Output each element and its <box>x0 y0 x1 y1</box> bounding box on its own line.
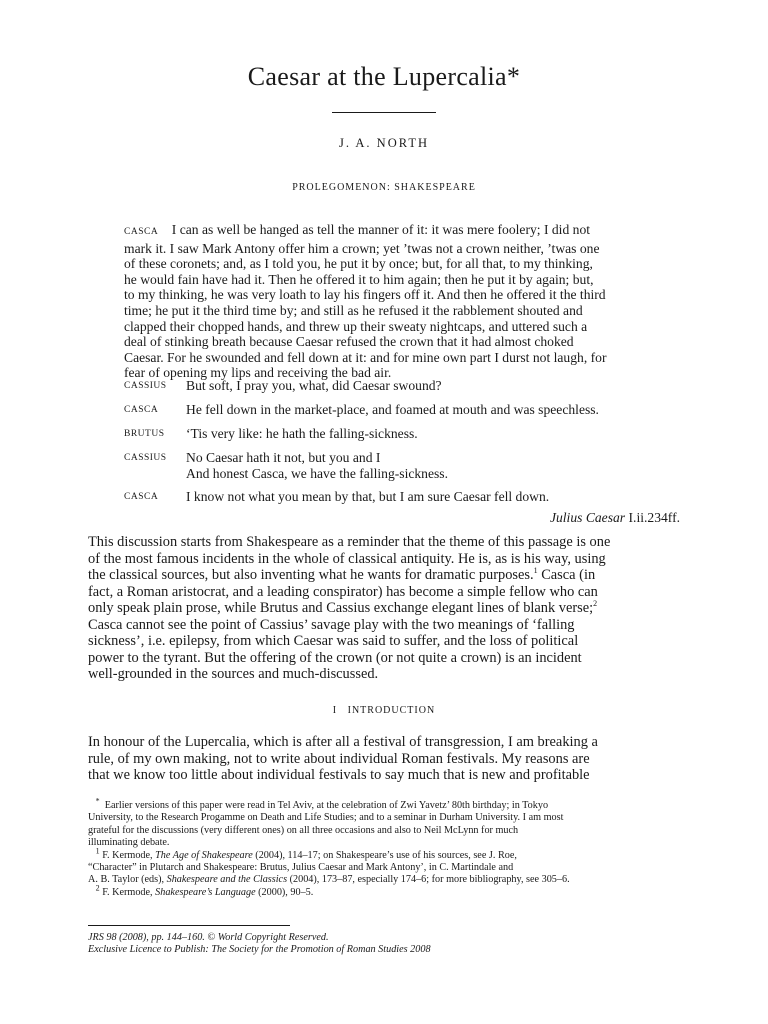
speech-text: I can as well be hanged as tell the manner of it: it was mere foolery; I did not <box>171 222 591 237</box>
speech-text: I know not what you mean by that, but I am sure Caesar fell down. <box>186 489 550 504</box>
paragraph-line: In honour of the Lupercalia, which is after all a festival of transgression, I am breaking a <box>88 734 598 750</box>
paragraph-line: of the most famous incidents in the whole of classical antiquity. He is, as is his way, using <box>88 550 606 567</box>
paragraph-line: sickness’, i.e. epilepsy, from which Caesar was said to suffer, and the loss of political <box>88 633 579 649</box>
footnote-marker: 1 <box>95 846 100 856</box>
speaker-label: CASCA <box>124 227 159 237</box>
speech-line: time; he put it the third time by; and still as he refused it the rabblement shouted and <box>124 302 583 318</box>
footnote-text: (2000), 90–5. <box>255 886 314 898</box>
speech-text: ‘Tis very like: he hath the falling-sickness. <box>186 426 418 441</box>
publisher-licence: Exclusive Licence to Publish: The Society for the Promotion of Roman Studies 2008 <box>88 944 431 956</box>
speech-text: He fell down in the market-place, and foamed at mouth and was speechless. <box>186 402 599 417</box>
footnote-ref[interactable]: 1 <box>533 566 538 576</box>
speech-first-line <box>124 222 680 241</box>
footnote-line <box>88 846 682 862</box>
journal-citation: JRS 98 (2008), pp. 144–160. © World Copyright Reserved. <box>88 932 329 943</box>
footnote-text: Earlier versions of this paper were read in Tel Aviv, at the celebration of Zwi Yavetz’ 80th birthday; in Tokyo <box>104 800 549 811</box>
speaker-label: CASSIUS <box>124 453 167 463</box>
article-title: Caesar at the Lupercalia* <box>247 62 521 91</box>
footnote-text: A. B. Taylor (eds), <box>88 874 167 886</box>
paragraph-line: Casca cannot see the point of Cassius’ savage play with the two meanings of ‘falling <box>88 616 575 633</box>
speech-line: to my thinking, he was very loath to lay his fingers off it. And then he offered it the third <box>124 287 606 303</box>
speech-text: But soft, I pray you, what, did Caesar swound? <box>186 378 442 393</box>
paragraph-line <box>88 600 682 617</box>
paragraph-line: fact, a Roman aristocrat, and a leading conspirator) has become a simple fellow who can <box>88 583 598 600</box>
footnote-marker: 2 <box>95 883 100 893</box>
footnote-line: University, to the Research Progamme on Death and Life Studies; and to a seminar in Durham University. I am most <box>88 812 564 824</box>
speech-line: deal of stinking breath because Caesar refused the crown that it had almost choked <box>124 334 574 350</box>
speech-line: he would fain have had it. Then he offered it to him again; then he put it by again; but, <box>124 271 594 287</box>
play-citation <box>550 510 680 526</box>
paragraph-line: well-grounded in the sources and much-discussed. <box>88 666 379 682</box>
citation-ref: I.ii.234ff. <box>628 510 680 525</box>
author-name: J. A. NORTH <box>338 136 429 150</box>
section-heading: I INTRODUCTION <box>332 705 436 716</box>
citation-work: Julius Caesar <box>549 510 626 525</box>
cited-title: Shakespeare and the Classics <box>166 874 288 886</box>
paragraph-line: that we know too little about individual festivals to say much that is new and profitable <box>88 767 590 783</box>
footnote-text: F. Kermode, <box>102 849 156 861</box>
speech-line: mark it. I saw Mark Antony offer him a crown; yet ’twas not a crown neither, ’twas one <box>124 240 600 256</box>
journal-info <box>88 932 431 957</box>
footnote-line: grateful for the discussions (very different ones) on all three occasions and also to Neil McLynn for much <box>88 824 519 836</box>
speech-line: fear of opening my lips and receiving the bad air. <box>124 365 392 381</box>
footnote-line <box>88 874 682 886</box>
footer-divider <box>88 925 290 926</box>
speech-text: No Caesar hath it not, but you and I <box>186 450 381 465</box>
introduction-paragraph <box>88 734 682 784</box>
speaker-label: BRUTUS <box>124 429 165 439</box>
footnote-text: F. Kermode, <box>102 886 156 898</box>
cited-title: Shakespeare’s Language <box>155 886 256 898</box>
paragraph-line <box>88 567 682 584</box>
footnote-line <box>88 796 682 812</box>
footnotes <box>88 796 682 899</box>
speech-line: Caesar. For he swounded and fell down at it: and for mine own part I durst not laugh, for <box>124 349 607 365</box>
footnote-text: (2004), 114–17; on Shakespeare’s use of his sources, see J. Roe, <box>252 849 517 861</box>
paragraph-line: power to the tyrant. But the offering of the crown (or not quite a crown) is an incident <box>88 649 582 666</box>
speech-line: clapped their chopped hands, and threw up their sweaty nightcaps, and uttered such a <box>124 318 588 334</box>
speaker-label: CASCA <box>124 492 159 502</box>
footnote-marker: * <box>95 796 100 806</box>
discussion-paragraph <box>88 534 682 683</box>
title-divider <box>332 112 436 113</box>
footnote-line: “Character” in Plutarch and Shakespeare: Brutus, Julius Caesar and Mark Antony’, in C. Martindale and <box>88 862 514 874</box>
prolegomenon-heading: PROLEGOMENON: SHAKESPEARE <box>292 182 476 193</box>
paragraph-line: This discussion starts from Shakespeare as a reminder that the theme of this passage is one <box>88 534 611 550</box>
footnote-ref[interactable]: 2 <box>593 599 598 609</box>
casca-speech <box>124 222 680 381</box>
speaker-label: CASCA <box>124 405 159 415</box>
footnote-text: (2004), 173–87, especially 174–6; for more bibliography, see 305–6. <box>287 874 570 886</box>
paragraph-text: the classical sources, but also inventing what he wants for dramatic purposes. <box>88 567 534 583</box>
speech-line: of these coronets; and, as I told you, he put it by once; but, for all that, to my thinking, <box>124 256 593 272</box>
speech-text: And honest Casca, we have the falling-sickness. <box>186 466 448 481</box>
speaker-label: CASSIUS <box>124 381 167 391</box>
footnote-line: illuminating debate. <box>88 837 170 849</box>
paragraph-text: Casca (in <box>537 567 596 583</box>
paragraph-line: rule, of my own making, not to write about individual Roman festivals. My reasons are <box>88 750 590 767</box>
cited-title: The Age of Shakespeare <box>155 849 253 861</box>
paragraph-text: only speak plain prose, while Brutus and Cassius exchange elegant lines of blank verse; <box>88 600 594 616</box>
footnote-line <box>88 883 682 899</box>
